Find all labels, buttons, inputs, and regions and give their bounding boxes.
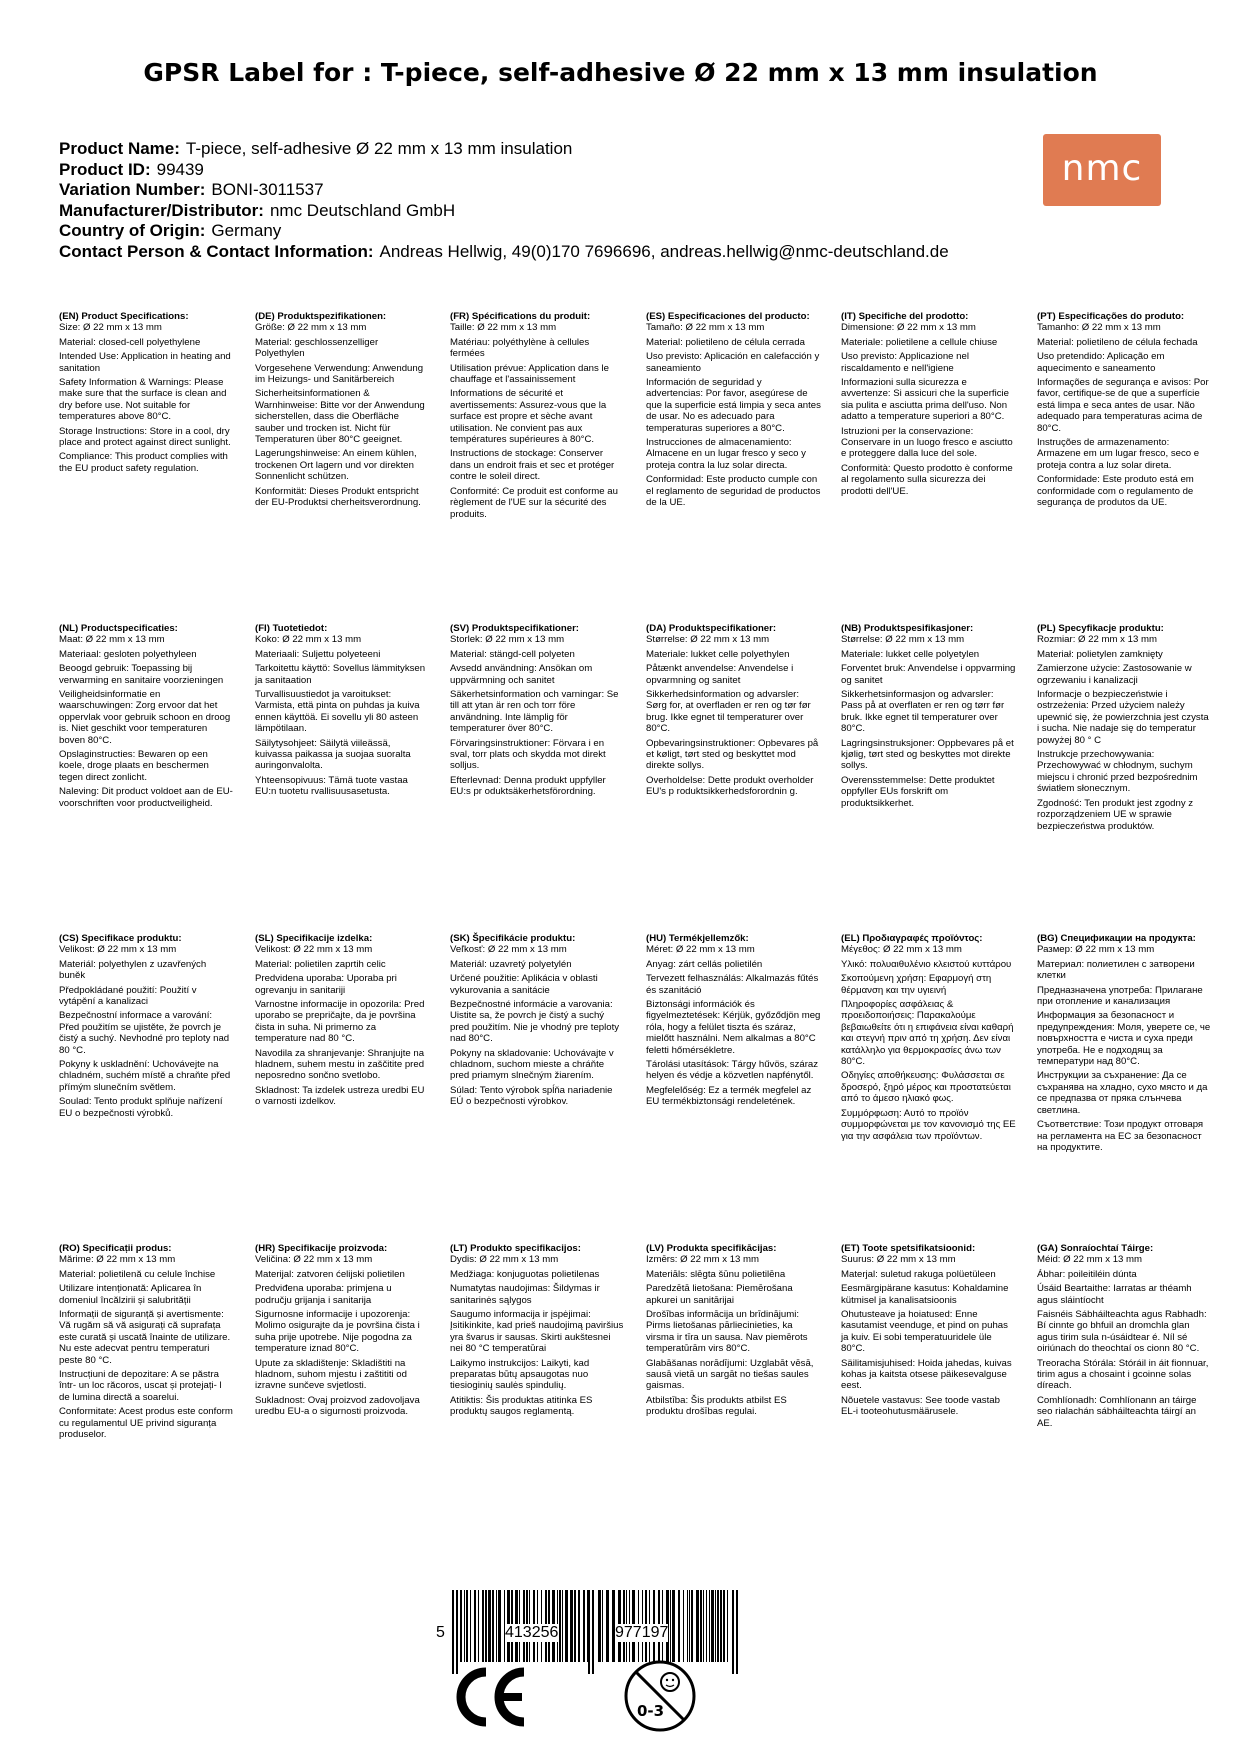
barcode-bar <box>691 1590 693 1662</box>
spec-line: Größe: Ø 22 mm x 13 mm <box>255 322 367 334</box>
spec-block <box>450 311 625 523</box>
spec-line: Úsáid Beartaithe: Iarratas ar théamh agus sláintíocht <box>1037 1283 1192 1306</box>
spec-line: Storlek: Ø 22 mm x 13 mm <box>450 634 565 646</box>
spec-line: Säilitamisjuhised: Hoida jahedas, kuivas kohas ja kaitsta otsese päikesevalguse eest. <box>841 1357 1012 1392</box>
spec-line: Informations de sécurité et avertissements: Assurez-vous que la surface est propre et sèche avant utilisation. Ne convient pas aux températures supérieures à 80°C. <box>450 388 607 446</box>
spec-line: Vorgesehene Verwendung: Anwendung im Heizungs- und Sanitärbereich <box>255 362 424 386</box>
spec-line: Compliance: This product complies with the EU product safety regulation. <box>59 451 228 474</box>
barcode-bar <box>478 1590 479 1662</box>
spec-line: Размер: Ø 22 mm x 13 mm <box>1037 944 1155 956</box>
barcode-bar <box>672 1590 675 1662</box>
spec-block <box>255 311 430 512</box>
spec-line: Varnostne informacije in opozorila: Pred uporabo se prepričajte, da je površina čista in suha. Ni primerno za temperature nad 80 °C. <box>255 999 425 1045</box>
spec-line: Förvaringsinstruktioner: Förvara i en sval, torr plats och skydda mot direkt solljus. <box>450 737 606 772</box>
spec-line: Taille: Ø 22 mm x 13 mm <box>450 322 557 334</box>
spec-line: Veličina: Ø 22 mm x 13 mm <box>255 1254 373 1266</box>
spec-line: Material: stängd-cell polyeten <box>450 648 575 660</box>
barcode-bar <box>709 1590 710 1662</box>
spec-line: Materjal: suletud rakuga polüetüleen <box>841 1268 996 1280</box>
spec-line: Skladnost: Ta izdelek ustreza uredbi EU o varnosti izdelkov. <box>255 1084 425 1108</box>
spec-line: Instrucțiuni de depozitare: A se păstra într- un loc răcoros, uscat și protejați- l de lumina directă a soarelui. <box>59 1369 222 1403</box>
spec-line: Bezpečnostní informace a varování: Před použitím se ujistěte, že povrch je čistý a suchý. Nevhodné pro teploty nad 80 °C. <box>59 1010 230 1056</box>
spec-line: Pokyny na skladovanie: Uchovávajte v chladnom, suchom mieste a chráňte pred priamym slnečným žiarením. <box>450 1047 614 1082</box>
barcode-bar <box>689 1590 690 1662</box>
spec-line: Σκοπούμενη χρήση: Εφαρμογή στη θέρμανση και την υγιεινή <box>841 973 992 996</box>
spec-line: Opbevaringsinstruktioner: Opbevares på et køligt, tørt sted og beskyttet mod direkte sollys. <box>646 737 819 772</box>
spec-block <box>255 1243 430 1421</box>
spec-line: Predvidena uporaba: Uporaba pri ogrevanju in sanitariji <box>255 973 397 996</box>
spec-line: Méret: Ø 22 mm x 13 mm <box>646 944 755 956</box>
spec-line: Predviđena uporaba: primjena u području grijanja i sanitarija <box>255 1283 392 1306</box>
spec-block <box>59 933 234 1122</box>
barcode-guard-bar <box>592 1590 594 1674</box>
spec-heading: (FR) Spécifications du produit: <box>450 311 591 322</box>
info-row <box>59 221 949 242</box>
spec-block <box>450 933 625 1111</box>
spec-line: Materiaali: Suljettu polyeteeni <box>255 648 381 660</box>
spec-line: Instrucciones de almacenamiento: Almacene en un lugar fresco y seco y proteja contra la luz solar directa. <box>646 437 806 471</box>
spec-line: Naleving: Dit product voldoet aan de EU-voorschriften voor productveiligheid. <box>59 786 233 809</box>
barcode-bar <box>687 1590 688 1662</box>
spec-heading: (DA) Produktspecifikationer: <box>646 623 777 634</box>
spec-line: Uso previsto: Applicazione nel riscaldamento e nell'igiene <box>841 351 969 374</box>
spec-heading: (PL) Specyfikacje produktu: <box>1037 623 1164 634</box>
spec-line: Méid: Ø 22 mm x 13 mm <box>1037 1254 1143 1266</box>
spec-line: Saugumo informacija ir įspėjimai: Įsitikinkite, kad prieš naudojimą paviršius yra švarus ir sausas. Skirti aukštesnei nei 80 °C temperatūrai <box>450 1309 624 1355</box>
info-row <box>59 139 949 160</box>
spec-line: Utilisation prévue: Application dans le chauffage et l'assainissement <box>450 362 609 386</box>
spec-line: Sikkerhedsinformation og advarsler: Sørg for, at overfladen er ren og tør før brug. Ikke egnet til temperaturer over 80°C. <box>646 689 811 735</box>
spec-line: Předpokládané použití: Použití v vytápění a kanalizaci <box>59 984 197 1008</box>
spec-line: Nõuetele vastavus: See toode vastab EL-i tooteohutusmäärusele. <box>841 1394 1000 1418</box>
spec-line: Materiāls: slēgta šūnu polietilēna <box>646 1268 786 1280</box>
spec-block <box>841 311 1016 500</box>
spec-heading: (CS) Specifikace produktu: <box>59 933 182 944</box>
barcode-bar <box>574 1590 576 1662</box>
spec-line: Konformität: Dieses Produkt entspricht der EU-Produktsi cherheitsverordnung. <box>255 485 421 509</box>
spec-line: Sigurnosne informacije i upozorenja: Molimo osigurajte da je površina čista i suha prije upotrebe. Nije pogodna za temperature iznad 80°C. <box>255 1309 420 1355</box>
spec-block <box>841 623 1016 812</box>
barcode-left-digits: 413256 <box>505 1624 559 1641</box>
barcode-bar <box>583 1590 585 1662</box>
spec-line: Conformidade: Este produto está em conformidade com o regulamento de segurança de produtos da UE. <box>1037 474 1194 509</box>
spec-line: Πληροφορίες ασφάλειας & προειδοποιήσεις: Παρακαλούμε βεβαιωθείτε ότι η επιφάνεια είναι καθαρή και στεγνή πριν από τη χρήση. Δεν είναι κατάλληλο για θερμοκρασίες άνω των 80°C. <box>841 999 1014 1068</box>
spec-line: Οδηγίες αποθήκευσης: Φυλάσσεται σε δροσερό, ξηρό μέρος και προστατεύεται από το άμεσο ηλιακό φως. <box>841 1070 1011 1105</box>
spec-line: Съответствие: Този продукт отговаря на регламента на ЕС за безопасност на продуктите. <box>1037 1119 1204 1153</box>
info-row <box>59 242 949 263</box>
barcode-bar <box>711 1590 714 1662</box>
spec-block <box>1037 311 1212 512</box>
spec-line: Numatytas naudojimas: Šildymas ir sanitarinės sąlygos <box>450 1283 600 1306</box>
barcode-bar <box>485 1590 487 1662</box>
spec-heading: (HR) Specifikacije proizvoda: <box>255 1243 388 1254</box>
spec-line: Comhlíonadh: Comhlíonann an táirge seo rialachán sábháilteachta táirgí an AE. <box>1037 1394 1197 1429</box>
spec-block <box>450 623 625 801</box>
info-label: Manufacturer/Distributor: <box>59 200 264 220</box>
info-row <box>59 201 949 222</box>
barcode-lead-digit: 5 <box>436 1624 445 1641</box>
barcode-bar <box>470 1590 471 1662</box>
page-title: GPSR Label for : T-piece, self-adhesive Ø 22 mm x 13 mm insulation <box>143 58 1098 87</box>
spec-line: Instructions de stockage: Conserver dans un endroit frais et sec et protéger contre le soleil direct. <box>450 448 615 483</box>
spec-line: Størrelse: Ø 22 mm x 13 mm <box>841 634 965 646</box>
spec-line: Material: closed-cell polyethylene <box>59 336 201 348</box>
spec-block <box>1037 933 1212 1156</box>
spec-heading: (IT) Specifiche del prodotto: <box>841 311 969 322</box>
ce-mark-icon <box>452 1666 532 1728</box>
spec-line: Utilizare intenționată: Aplicarea în domeniul încălzirii și salubrității <box>59 1283 202 1306</box>
spec-line: Uso previsto: Aplicación en calefacción y saneamiento <box>646 351 820 374</box>
spec-line: Materiál: uzavretý polyetylén <box>450 958 572 970</box>
spec-line: Sicherheitsinformationen & Warnhinweise: Bitte vor der Anwendung sicherstellen, dass die Oberfläche sauber und trocken ist. Nicht für Temperaturen über 80°C geeignet. <box>255 388 425 446</box>
spec-line: Conformidad: Este producto cumple con el reglamento de seguridad de productos de la UE. <box>646 474 821 509</box>
info-row <box>59 180 949 201</box>
spec-line: Soulad: Tento produkt splňuje nařízení EU o bezpečnosti výrobků. <box>59 1096 223 1119</box>
spec-line: Tarkoitettu käyttö: Sovellus lämmityksen ja sanitaation <box>255 663 426 686</box>
spec-line: Rozmiar: Ø 22 mm x 13 mm <box>1037 634 1157 646</box>
spec-heading: (EL) Προδιαγραφές προϊόντος: <box>841 933 983 944</box>
spec-line: Materiał: polietylen zamknięty <box>1037 648 1163 660</box>
spec-line: Materiale: lukket celle polyethylen <box>646 648 790 660</box>
spec-line: Υλικό: πολυαιθυλένιο κλειστού κυττάρου <box>841 958 1012 970</box>
spec-block <box>1037 1243 1212 1432</box>
spec-line: Turvallisuustiedot ja varoitukset: Varmista, että pinta on puhdas ja kuiva ennen käyttöä. Ei sovellu yli 80 asteen lämpötilaan. <box>255 689 420 735</box>
spec-block <box>646 1243 821 1421</box>
spec-line: Pokyny k uskladnění: Uchovávejte na chladném, suchém místě a chraňte před přímým slunečním světlem. <box>59 1059 231 1093</box>
spec-line: Tervezett felhasználás: Alkalmazás fűtés és szanitáció <box>646 973 819 996</box>
barcode-bar <box>703 1590 704 1662</box>
spec-line: Lagerungshinweise: An einem kühlen, trockenen Ort lagern und vor direkten Sonnenlicht schützen. <box>255 448 417 483</box>
spec-heading: (ET) Toote spetsifikatsioonid: <box>841 1243 976 1254</box>
spec-block <box>841 933 1016 1145</box>
spec-line: Safety Information & Warnings: Please make sure that the surface is clean and dry before use. Not suitable for temperatures above 80°C. <box>59 377 227 423</box>
spec-line: Medžiaga: konjuguotas polietilenas <box>450 1268 600 1280</box>
spec-line: Velikost: Ø 22 mm x 13 mm <box>255 944 373 956</box>
spec-line: Laikymo instrukcijos: Laikyti, kad preparatas būtų apsaugotas nuo tiesioginių saulės spindulių. <box>450 1357 590 1392</box>
spec-line: Opslaginstructies: Bewaren op een koele, droge plaats en beschermen tegen direct zonlicht. <box>59 749 209 783</box>
info-value: Andreas Hellwig, 49(0)170 7696696, andreas.hellwig@nmc-deutschland.de <box>379 241 949 261</box>
spec-line: Informações de segurança e avisos: Por favor, certifique-se de que a superfície está limpa e seca antes de usar. Não adequado para temperaturas acima de 80°C. <box>1037 377 1209 434</box>
spec-line: Tárolási utasítások: Tárgy hűvös, száraz helyen és védje a közvetlen napfénytől. <box>646 1059 819 1082</box>
age-warning-icon <box>622 1658 698 1734</box>
spec-line: Påtænkt anvendelse: Anvendelse i opvarmning og sanitet <box>646 663 794 686</box>
barcode-bar <box>474 1590 476 1662</box>
barcode-bar <box>598 1590 601 1662</box>
barcode-guard-bar <box>452 1590 454 1674</box>
info-label: Product ID: <box>59 159 151 179</box>
barcode-bar <box>715 1590 716 1662</box>
barcode-bar <box>717 1590 719 1662</box>
spec-line: Informazioni sulla sicurezza e avvertenze: Si assicuri che la superficie sia pulita e asciutta prima dell'uso. Non adatto a temperature superiori a 80°C. <box>841 377 1009 423</box>
barcode-bar <box>496 1590 497 1662</box>
info-value: T-piece, self-adhesive Ø 22 mm x 13 mm insulation <box>185 139 573 158</box>
spec-line: Sukladnost: Ovaj proizvod zadovoljava uredbu EU-a o sigurnosti proizvoda. <box>255 1394 420 1418</box>
spec-block <box>59 623 234 812</box>
spec-line: Velikost: Ø 22 mm x 13 mm <box>59 944 177 956</box>
spec-line: Koko: Ø 22 mm x 13 mm <box>255 634 362 646</box>
barcode-bar <box>606 1590 609 1662</box>
barcode-bar <box>723 1590 725 1662</box>
spec-line: Material: polietileno de célula fechada <box>1037 336 1198 348</box>
barcode-guard-bar <box>588 1590 590 1674</box>
spec-block <box>1037 623 1212 835</box>
spec-line: Conformitate: Acest produs este conform cu regulamentul UE privind siguranța produselor. <box>59 1406 233 1441</box>
spec-heading: (FI) Tuotetiedot: <box>255 623 328 634</box>
spec-heading: (GA) Sonraíochtaí Táirge: <box>1037 1243 1154 1254</box>
spec-line: Materiaal: gesloten polyethyleen <box>59 648 197 660</box>
spec-line: Materiál: polyethylen z uzavřených buněk <box>59 958 207 982</box>
spec-heading: (LT) Produkto specifikacijos: <box>450 1243 581 1254</box>
barcode-guard-bar <box>732 1590 734 1674</box>
info-value: BONI-3011537 <box>211 180 324 199</box>
spec-heading: (BG) Спецификации на продукта: <box>1037 933 1196 944</box>
barcode-bar <box>482 1590 484 1662</box>
spec-heading: (SK) Špecifikácie produktu: <box>450 933 576 944</box>
spec-line: Material: polietilenă cu celule închise <box>59 1268 216 1280</box>
barcode-bar <box>602 1590 603 1662</box>
spec-line: Mărime: Ø 22 mm x 13 mm <box>59 1254 176 1266</box>
spec-line: Инструкции за съхранение: Да се съхранява на хладно, сухо място и да се предпазва от пряка слънчева светлина. <box>1037 1070 1208 1116</box>
spec-heading: (EN) Product Specifications: <box>59 311 189 322</box>
spec-line: Istruzioni per la conservazione: Conservare in un luogo fresco e asciutto e proteggere dalla luce del sole. <box>841 425 1013 460</box>
spec-line: Instruções de armazenamento: Armazene em um lugar fresco, seco e proteja contra a luz solar direta. <box>1037 437 1200 471</box>
barcode-bar <box>670 1590 671 1662</box>
barcode-bar <box>727 1590 728 1662</box>
spec-line: Zgodność: Ten produkt jest zgodny z rozporządzeniem UE w sprawie bezpieczeństwa produktów. <box>1037 797 1194 832</box>
spec-line: Navodila za shranjevanje: Shranjujte na hladnem, suhem mestu in zaščitite pred neposredno sončno svetlobo. <box>255 1047 425 1082</box>
spec-line: Glabāšanas norādījumi: Uzglabāt vēsā, sausā vietā un sargāt no tiešas saules gaismas. <box>646 1357 814 1392</box>
spec-line: Atbilstība: Šis produkts atbilst ES produktu drošības regulai. <box>646 1394 787 1418</box>
spec-line: Uso pretendido: Aplicação em aquecimento e saneamento <box>1037 351 1165 374</box>
spec-line: Dimensione: Ø 22 mm x 13 mm <box>841 322 976 334</box>
barcode-bar <box>562 1590 563 1662</box>
barcode-bar <box>498 1590 501 1662</box>
spec-line: Tamanho: Ø 22 mm x 13 mm <box>1037 322 1161 334</box>
barcode-bar <box>464 1590 465 1662</box>
info-label: Variation Number: <box>59 180 206 199</box>
spec-line: Материал: полиетилен с затворени клетки <box>1037 958 1195 982</box>
spec-line: Storage Instructions: Store in a cool, dry place and protect against direct sunlight. <box>59 425 231 449</box>
info-row <box>59 160 949 181</box>
spec-line: Предназначена употреба: Прилагане при отопление и канализация <box>1037 984 1203 1008</box>
info-label: Country of Origin: <box>59 221 206 240</box>
spec-line: Informații de siguranță și avertismente: Vă rugăm să vă asigurați că suprafața este curată și uscată înainte de utilizare. Nu este adecvat pentru temperaturi peste 80 °C. <box>59 1309 231 1366</box>
spec-line: Materiale: lukket celle polyetylen <box>841 648 980 660</box>
info-value: 99439 <box>156 159 204 179</box>
spec-line: Súlad: Tento výrobok spĺňa nariadenie EÚ o bezpečnosti výrobkov. <box>450 1084 613 1108</box>
barcode-bar <box>587 1590 588 1662</box>
spec-line: Conformità: Questo prodotto è conforme al regolamento sulla sicurezza dei prodotti dell'UE. <box>841 462 1013 497</box>
spec-line: Drošības informācija un brīdinājumi: Pirms lietošanas pārliecinieties, ka virsma ir tīra un sausa. Nav piemērots temperatūrām virs 80°C. <box>646 1309 808 1355</box>
spec-heading: (LV) Produkta specifikācijas: <box>646 1243 777 1254</box>
spec-line: Biztonsági információk és figyelmeztetések: Kérjük, győződjön meg róla, hogy a felület tiszta és száraz, mielőtt használni. Nem alkalmas a 80°C feletti hőmérsékletre. <box>646 999 821 1056</box>
barcode-bar <box>683 1590 684 1662</box>
spec-heading: (NL) Productspecificaties: <box>59 623 178 634</box>
spec-line: Overensstemmelse: Dette produktet oppfyller EUs forskrift om produktsikkerhet. <box>841 774 995 809</box>
barcode-bar <box>678 1590 680 1662</box>
spec-block <box>255 933 430 1111</box>
spec-line: Megfelelőség: Ez a termék megfelel az EU termékbiztonsági rendeletének. <box>646 1084 812 1108</box>
info-value: Germany <box>211 221 282 240</box>
spec-block <box>646 933 821 1111</box>
spec-line: Suurus: Ø 22 mm x 13 mm <box>841 1254 956 1266</box>
spec-line: Určené použitie: Aplikácia v oblasti vykurovania a sanitácie <box>450 973 598 996</box>
spec-line: Material: polietileno de célula cerrada <box>646 336 805 348</box>
spec-line: Izmērs: Ø 22 mm x 13 mm <box>646 1254 760 1266</box>
spec-line: Upute za skladištenje: Skladištiti na hladnom, suhom mjestu i zaštititi od izravne sunčeve svjetlosti. <box>255 1357 407 1392</box>
spec-line: Matériau: polyéthylène à cellules fermées <box>450 336 590 360</box>
nmc-logo: nmc <box>1043 134 1161 206</box>
spec-line: Säilytysohjeet: Säilytä viileässä, kuivassa paikassa ja suojaa suoralta auringonvalolta. <box>255 737 411 772</box>
spec-line: Bezpečnostné informácie a varovania: Uistite sa, že povrch je čistý a suchý pred použitím. Nie je vhodný pre teploty nad 80°C. <box>450 999 620 1045</box>
info-label: Contact Person & Contact Information: <box>59 241 374 261</box>
barcode-bar <box>466 1590 468 1662</box>
spec-heading: (PT) Especificações do produto: <box>1037 311 1185 322</box>
product-info <box>59 139 949 262</box>
info-label: Product Name: <box>59 139 180 158</box>
spec-line: Faisnéis Sábháilteachta agus Rabhadh: Bí cinnte go bhfuil an dromchla glan agus tirim sula n-úsáidtear é. Níl sé oiriúnach do theochtaí os cionn 80 °C. <box>1037 1309 1207 1355</box>
spec-line: Lagringsinstruksjoner: Oppbevares på et kjølig, tørt sted og beskyttes mot direkte sollys. <box>841 737 1014 772</box>
spec-block <box>646 311 821 512</box>
spec-line: Συμμόρφωση: Αυτό το προϊόν συμμορφώνεται με τον κανονισμό της ΕΕ για την ασφάλεια των προϊόντων. <box>841 1107 1016 1142</box>
spec-line: Overholdelse: Dette produkt overholder EU's p roduktsikkerhedsforordnin g. <box>646 774 814 798</box>
barcode-bar <box>460 1590 462 1662</box>
spec-line: Materijal: zatvoren ćelijski polietilen <box>255 1268 405 1280</box>
barcode-bar <box>570 1590 573 1662</box>
spec-block <box>646 623 821 801</box>
barcode-guard-bar <box>736 1590 738 1674</box>
barcode-bar <box>559 1590 561 1662</box>
spec-line: Efterlevnad: Denna produkt uppfyller EU:s pr oduktsäkerhetsförordning. <box>450 774 606 798</box>
spec-line: Informacje o bezpieczeństwie i ostrzeżenia: Przed użyciem należy upewnić się, że powierzchnia jest czysta i sucha. Nie nadaje się do temperatur powyżej 80 ° C <box>1037 689 1209 746</box>
spec-block <box>255 623 430 801</box>
spec-line: Información de seguridad y advertencias: Por favor, asegúrese de que la superficie está limpia y seca antes de usar. No es adecuado para temperaturas superiores a 80°C. <box>646 377 821 434</box>
spec-block <box>59 311 234 477</box>
spec-line: Beoogd gebruik: Toepassing bij verwarming en sanitaire voorzieningen <box>59 663 224 686</box>
spec-line: Intended Use: Application in heating and sanitation <box>59 351 231 374</box>
spec-line: Paredzētā lietošana: Piemērošana apkurei un sanitārijai <box>646 1283 793 1306</box>
spec-line: Veiligheidsinformatie en waarschuwingen: Zorg ervoor dat het oppervlak voor gebruik schoon en droog is. Niet geschikt voor temperaturen boven 80°C. <box>59 689 231 746</box>
spec-heading: (SL) Specifikacije izdelka: <box>255 933 373 944</box>
spec-block <box>841 1243 1016 1421</box>
spec-line: Veľkosť: Ø 22 mm x 13 mm <box>450 944 567 956</box>
spec-line: Säkerhetsinformation och varningar: Se till att ytan är ren och torr före användning. Inte lämplig för temperaturer över 80°C. <box>450 689 619 735</box>
spec-line: Avsedd användning: Ansökan om uppvärmning och sanitet <box>450 663 593 686</box>
barcode-bar <box>492 1590 494 1662</box>
barcode-bar <box>696 1590 699 1662</box>
barcode-bar <box>488 1590 491 1662</box>
spec-line: Yhteensopivuus: Tämä tuote vastaa EU:n tuotetu rvallisuusasetusta. <box>255 774 408 798</box>
spec-line: Materiale: polietilene a cellule chiuse <box>841 336 998 348</box>
spec-line: Dydis: Ø 22 mm x 13 mm <box>450 1254 559 1266</box>
spec-line: Sikkerhetsinformasjon og advarsler: Pass på at overflaten er ren og tørr før bruk. Ikke egnet til temperaturer over 80°C. <box>841 689 1005 735</box>
age-label: 0-3 <box>637 1702 665 1720</box>
barcode-bar <box>700 1590 702 1662</box>
spec-block <box>450 1243 625 1421</box>
spec-heading: (HU) Termékjellemzők: <box>646 933 749 944</box>
spec-heading: (RO) Specificații produs: <box>59 1243 172 1254</box>
barcode-bar <box>706 1590 707 1662</box>
spec-line: Forventet bruk: Anvendelse i oppvarming og sanitet <box>841 663 1016 686</box>
spec-heading: (ES) Especificaciones del producto: <box>646 311 810 322</box>
spec-block <box>59 1243 234 1444</box>
barcode-right-digits: 977197 <box>615 1624 669 1641</box>
spec-line: Ohutusteave ja hoiatused: Enne kasutamist veenduge, et pind on puhas ja kuiv. Ei sobi temperatuuridele üle 80°C. <box>841 1309 1008 1355</box>
spec-line: Anyag: zárt cellás polietilén <box>646 958 763 970</box>
spec-line: Treoracha Stórála: Stóráil in áit fionnuar, tirim agus a chosaint i gcoinne solas díreach. <box>1037 1357 1209 1392</box>
barcode-bar <box>578 1590 580 1662</box>
spec-line: Tamaño: Ø 22 mm x 13 mm <box>646 322 765 334</box>
spec-line: Atitiktis: Šis produktas atitinka ES produktų saugos reglamentą. <box>450 1394 593 1418</box>
spec-line: Eesmärgipärane kasutus: Kohaldamine kütmisel ja kanalisatsioonis <box>841 1283 1009 1306</box>
barcode-bar <box>565 1590 568 1662</box>
spec-line: Μέγεθος: Ø 22 mm x 13 mm <box>841 944 962 956</box>
spec-line: Material: geschlossenzelliger Polyethylen <box>255 336 379 360</box>
spec-heading: (SV) Produktspecifikationer: <box>450 623 580 634</box>
spec-heading: (DE) Produktspezifikationen: <box>255 311 387 322</box>
spec-line: Material: polietilen zaprtih celic <box>255 958 386 970</box>
barcode-bar <box>720 1590 722 1662</box>
spec-line: Информация за безопасност и предупреждения: Моля, уверете се, че повърхността е чиста и суха преди употреба. Не е подходящ за температури над 80°C. <box>1037 1010 1211 1068</box>
spec-line: Conformité: Ce produit est conforme au règlement de l'UE sur la sécurité des produits. <box>450 485 618 520</box>
spec-line: Ábhar: poileitiléin dúnta <box>1037 1268 1137 1280</box>
spec-line: Zamierzone użycie: Zastosowanie w ogrzewaniu i kanalizacji <box>1037 663 1192 686</box>
info-value: nmc Deutschland GmbH <box>269 200 456 220</box>
barcode-guard-bar <box>456 1590 458 1674</box>
spec-line: Size: Ø 22 mm x 13 mm <box>59 322 162 334</box>
spec-heading: (NB) Produktspesifikasjoner: <box>841 623 974 634</box>
spec-line: Instrukcje przechowywania: Przechowywać w chłodnym, suchym miejscu i chronić przed bezpośrednim światłem słonecznym. <box>1037 749 1198 795</box>
spec-line: Maat: Ø 22 mm x 13 mm <box>59 634 165 646</box>
spec-line: Størrelse: Ø 22 mm x 13 mm <box>646 634 770 646</box>
